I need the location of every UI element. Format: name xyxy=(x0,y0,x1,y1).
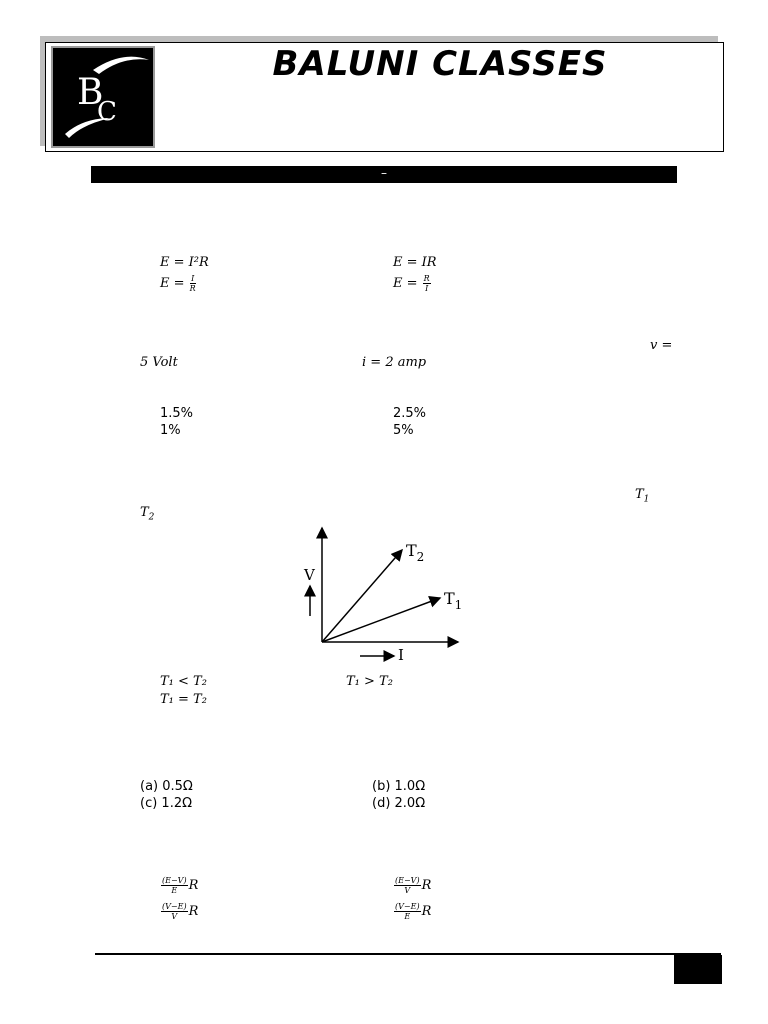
logo xyxy=(51,46,155,148)
q2-option-c: 1% xyxy=(160,423,181,438)
q3-option-c: T₁ = T₂ xyxy=(160,692,207,707)
title-bar xyxy=(91,166,677,183)
logo-emblem-icon xyxy=(53,48,153,146)
q2-option-a: 1.5% xyxy=(160,406,194,421)
q4-option-c: (c) 1.2Ω xyxy=(140,796,193,811)
t2-line-label: $T_2$ xyxy=(406,541,425,564)
q5-option-b: $\frac{(E-V)}{V}$ R xyxy=(395,876,432,895)
t1-line-label: $T_1$ xyxy=(444,589,463,612)
brand-title: BALUNI CLASSES xyxy=(272,44,608,84)
footer-rule xyxy=(95,953,721,955)
q3-t2-label: $T_2$ xyxy=(140,505,155,523)
line-t1 xyxy=(322,598,440,642)
q2-option-b: 2.5% xyxy=(393,406,427,421)
q5-option-d: $\frac{(V-E)}{E}$ R xyxy=(395,902,432,921)
q4-option-a: (a) 0.5Ω xyxy=(140,779,193,794)
q4-option-b: (b) 1.0Ω xyxy=(372,779,426,794)
q1-option-b: E = IR xyxy=(393,255,437,270)
title-bar-text: – xyxy=(381,166,387,180)
svg-text:C: C xyxy=(97,97,117,127)
q2-v-value: 5 Volt xyxy=(140,355,178,370)
x-axis-label: I xyxy=(398,646,404,664)
y-axis-label: V xyxy=(304,566,315,584)
q3-t1-label: $T_1$ xyxy=(635,487,650,505)
page-number-box xyxy=(674,955,722,984)
q2-v-label: v = xyxy=(650,338,673,353)
q5-option-c: $\frac{(V-E)}{V}$ R xyxy=(162,902,199,921)
svg-text:B: B xyxy=(77,72,104,113)
q1-option-d: E = $\frac{R}{I}$ xyxy=(393,274,430,293)
q2-option-d: 5% xyxy=(393,423,414,438)
q2-i-value: i = 2 amp xyxy=(362,355,427,370)
q1-option-c: E = $\frac{I}{R}$ xyxy=(160,274,196,293)
line-t2 xyxy=(322,550,402,642)
q3-option-a: T₁ < T₂ xyxy=(160,674,207,689)
q1-option-a: E = I²R xyxy=(160,255,209,270)
q3-option-b: T₁ > T₂ xyxy=(346,674,393,689)
q5-option-a: $\frac{(E-V)}{E}$ R xyxy=(162,876,199,895)
q4-option-d: (d) 2.0Ω xyxy=(372,796,426,811)
vi-graph xyxy=(290,520,480,670)
